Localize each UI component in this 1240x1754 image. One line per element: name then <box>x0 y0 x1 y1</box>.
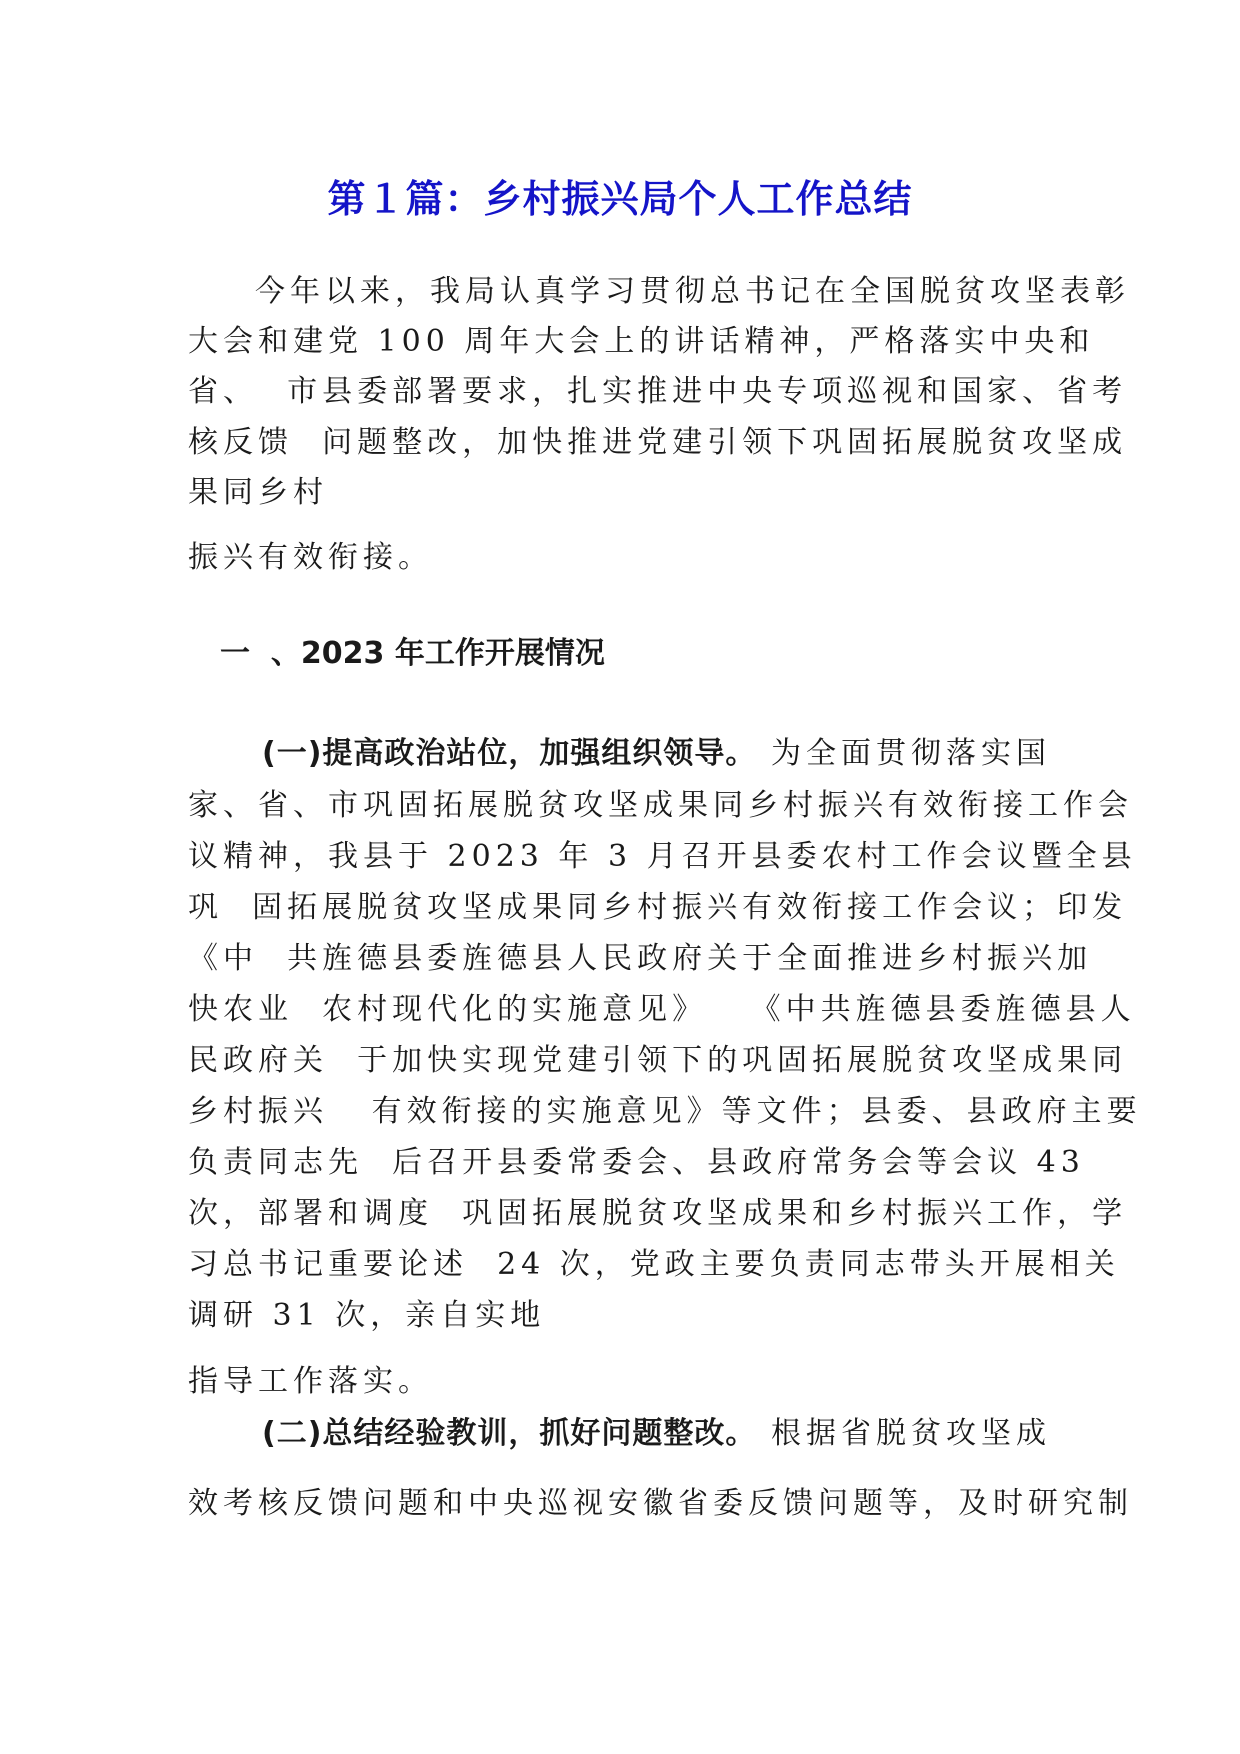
intro-line: 振兴有效衔接。 <box>188 540 433 575</box>
para1-line: 负责同志先 后召开县委常委会、县政府常务会等会议 43 <box>188 1145 1085 1180</box>
para2-lead: (二)总结经验教训，抓好问题整改。 <box>262 1416 757 1451</box>
para1-first-line <box>262 734 1051 774</box>
para1-line: 民政府关 于加快实现党建引领下的巩固拓展脱贫攻坚成果同 <box>188 1043 1128 1078</box>
intro-line: 今年以来，我局认真学习贯彻总书记在全国脱贫攻坚表彰 <box>255 274 1130 309</box>
para2-first-rest: 根据省脱贫攻坚成 <box>756 1416 1051 1451</box>
intro-line: 大会和建党 100 周年大会上的讲话精神，严格落实中央和 <box>188 324 1095 359</box>
para1-line: 议精神，我县于 2023 年 3 月召开县委农村工作会议暨全县 <box>188 839 1137 874</box>
para1-line: 习总书记重要论述 24 次，党政主要负责同志带头开展相关 <box>188 1247 1120 1282</box>
para1-lead: (一)提高政治站位，加强组织领导。 <box>262 736 757 771</box>
para1-line: 巩 固拓展脱贫攻坚成果同乡村振兴有效衔接工作会议；印发 <box>188 890 1128 925</box>
para2-line: 效考核反馈问题和中央巡视安徽省委反馈问题等，及时研究制 <box>188 1486 1133 1521</box>
para1-line: 指导工作落实。 <box>188 1364 433 1399</box>
document-title: 第１篇：乡村振兴局个人工作总结 <box>327 177 913 221</box>
intro-line: 核反馈 问题整改，加快推进党建引领下巩固拓展脱贫攻坚成 <box>188 425 1128 460</box>
intro-line: 果同乡村 <box>188 475 328 510</box>
para1-line: 快农业 农村现代化的实施意见》 《中共旌德县委旌德县人 <box>188 992 1136 1027</box>
para2-first-line <box>262 1414 1051 1454</box>
para1-line: 调研 31 次，亲自实地 <box>188 1298 546 1333</box>
para1-line: 乡村振兴 有效衔接的实施意见》等文件；县委、县政府主要 <box>188 1094 1142 1129</box>
para1-line: 《中 共旌德县委旌德县人民政府关于全面推进乡村振兴加 <box>188 941 1093 976</box>
intro-line: 省、 市县委部署要求，扎实推进中央专项巡视和国家、省考 <box>188 374 1128 409</box>
para1-first-rest: 为全面贯彻落实国 <box>756 736 1051 771</box>
para1-line: 家、省、市巩固拓展脱贫攻坚成果同乡村振兴有效衔接工作会 <box>188 788 1133 823</box>
section-heading: 一 、2023 年工作开展情况 <box>220 636 605 671</box>
para1-line: 次，部署和调度 巩固拓展脱贫攻坚成果和乡村振兴工作，学 <box>188 1196 1128 1231</box>
